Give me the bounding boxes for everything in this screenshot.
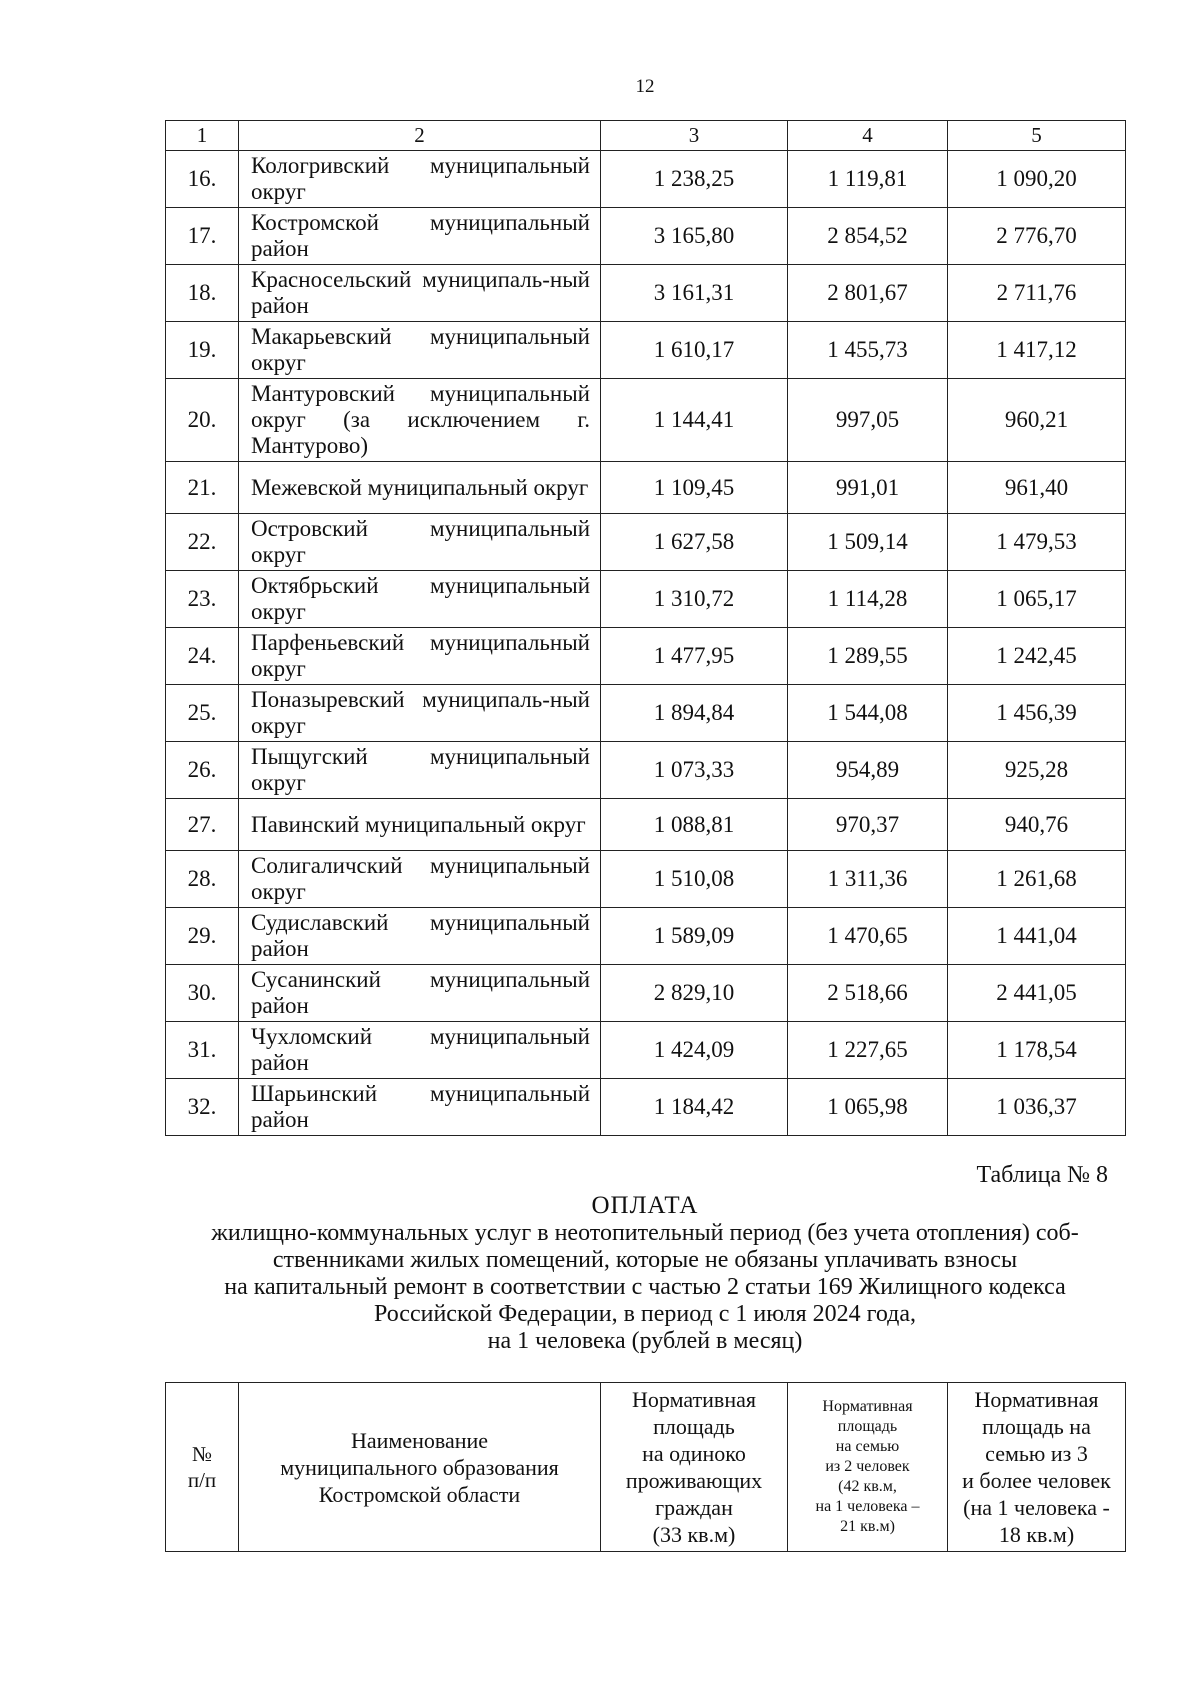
value-two-person: 1 289,55: [788, 628, 948, 685]
table-row: [166, 965, 1126, 1022]
value-two-person: 1 455,73: [788, 322, 948, 379]
value-two-person: 1 470,65: [788, 908, 948, 965]
value-two-person: 970,37: [788, 799, 948, 851]
column-number: 3: [601, 121, 788, 151]
table-row: [166, 514, 1126, 571]
table-row: [166, 742, 1126, 799]
column-number: 1: [166, 121, 239, 151]
value-two-person: 991,01: [788, 462, 948, 514]
row-number: 26.: [166, 742, 239, 799]
value-single: 3 161,31: [601, 265, 788, 322]
header-line: граждан: [655, 1495, 733, 1520]
header-line: Нормативная: [822, 1398, 913, 1415]
row-name: Макарьевский муниципальный округ: [239, 322, 601, 379]
header-single: [601, 1383, 788, 1552]
table8-subtitle-line: на капитальный ремонт в соответствии с частью 2 статьи 169 Жилищного кодекса: [224, 1274, 1066, 1300]
value-three-person: 1 456,39: [948, 685, 1126, 742]
header-line: семью из 3: [985, 1441, 1088, 1466]
value-single: 1 184,42: [601, 1079, 788, 1136]
row-number: 23.: [166, 571, 239, 628]
header-line: на 1 человека –: [815, 1498, 920, 1515]
value-single: 1 144,41: [601, 379, 788, 462]
row-name: Шарьинский муниципальный район: [239, 1079, 601, 1136]
value-two-person: 954,89: [788, 742, 948, 799]
row-name: Пыщугский муниципальный округ: [239, 742, 601, 799]
row-name: Павинский муниципальный округ: [239, 799, 601, 851]
column-number: 4: [788, 121, 948, 151]
row-name: Межевской муниципальный округ: [239, 462, 601, 514]
value-three-person: 925,28: [948, 742, 1126, 799]
value-two-person: 1 119,81: [788, 151, 948, 208]
row-number: 29.: [166, 908, 239, 965]
header-line: п/п: [187, 1468, 217, 1492]
row-number: 20.: [166, 379, 239, 462]
value-three-person: 940,76: [948, 799, 1126, 851]
row-name: Островский муниципальный округ: [239, 514, 601, 571]
row-name: Поназыревский муниципаль-ный округ: [239, 685, 601, 742]
row-number: 18.: [166, 265, 239, 322]
header-line: №: [191, 1442, 213, 1466]
header-line: (33 кв.м): [652, 1522, 736, 1547]
value-two-person: 1 227,65: [788, 1022, 948, 1079]
value-three-person: 1 479,53: [948, 514, 1126, 571]
table-row: [166, 462, 1126, 514]
table-label: Таблица № 8: [976, 1162, 1108, 1188]
value-single: 1 894,84: [601, 685, 788, 742]
value-single: 1 088,81: [601, 799, 788, 851]
value-three-person: 1 090,20: [948, 151, 1126, 208]
table-row: [166, 1022, 1126, 1079]
header-line: 21 кв.м): [840, 1518, 895, 1535]
table8-header-row: [166, 1383, 1126, 1552]
header-line: и более человек: [962, 1468, 1111, 1493]
header-line: (42 кв.м,: [838, 1478, 897, 1495]
value-three-person: 2 711,76: [948, 265, 1126, 322]
table8-header-table: [165, 1382, 1126, 1552]
header-line: из 2 человек: [825, 1458, 910, 1475]
value-two-person: 1 311,36: [788, 851, 948, 908]
row-number: 30.: [166, 965, 239, 1022]
value-single: 1 510,08: [601, 851, 788, 908]
row-name: Октябрьский муниципальный округ: [239, 571, 601, 628]
value-three-person: 1 178,54: [948, 1022, 1126, 1079]
value-single: 1 109,45: [601, 462, 788, 514]
table8-subtitle-line: ственниками жилых помещений, которые не обязаны уплачивать взносы: [272, 1247, 1018, 1273]
table-row: [166, 1079, 1126, 1136]
header-num: [166, 1383, 239, 1552]
value-single: 1 424,09: [601, 1022, 788, 1079]
column-number: 5: [948, 121, 1126, 151]
header-line: площадь на: [982, 1414, 1091, 1439]
row-name: Парфеньевский муниципальный округ: [239, 628, 601, 685]
row-number: 22.: [166, 514, 239, 571]
value-three-person: 961,40: [948, 462, 1126, 514]
header-name: [239, 1383, 601, 1552]
header-line: площадь: [837, 1418, 898, 1435]
column-number-row: [166, 121, 1126, 151]
value-two-person: 2 801,67: [788, 265, 948, 322]
value-three-person: 2 776,70: [948, 208, 1126, 265]
value-single: 1 627,58: [601, 514, 788, 571]
table8-subtitle-line: Российской Федерации, в период с 1 июля 2024 года,: [373, 1301, 917, 1327]
value-three-person: 1 417,12: [948, 322, 1126, 379]
table-row: [166, 685, 1126, 742]
value-three-person: 1 441,04: [948, 908, 1126, 965]
table-row: [166, 799, 1126, 851]
value-three-person: 1 242,45: [948, 628, 1126, 685]
table-row: [166, 379, 1126, 462]
value-two-person: 2 518,66: [788, 965, 948, 1022]
header-two-person: [788, 1383, 948, 1552]
value-two-person: 1 509,14: [788, 514, 948, 571]
value-single: 3 165,80: [601, 208, 788, 265]
table-row: [166, 265, 1126, 322]
header-line: проживающих: [625, 1468, 763, 1493]
row-number: 16.: [166, 151, 239, 208]
header-line: Нормативная: [974, 1387, 1099, 1412]
row-number: 25.: [166, 685, 239, 742]
value-three-person: 1 261,68: [948, 851, 1126, 908]
value-single: 1 610,17: [601, 322, 788, 379]
value-two-person: 2 854,52: [788, 208, 948, 265]
row-number: 32.: [166, 1079, 239, 1136]
tariff-table: [165, 120, 1126, 1136]
row-name: Красносельский муниципаль-ный район: [239, 265, 601, 322]
row-number: 27.: [166, 799, 239, 851]
value-two-person: 1 114,28: [788, 571, 948, 628]
header-line: Наименование: [350, 1427, 489, 1453]
table-row: [166, 571, 1126, 628]
table-row: [166, 322, 1126, 379]
value-single: 1 589,09: [601, 908, 788, 965]
row-name: Сусанинский муниципальный район: [239, 965, 601, 1022]
row-number: 24.: [166, 628, 239, 685]
table8-heading: [170, 1192, 1120, 1355]
row-name: Мантуровский муниципальный округ (за исключением г. Мантурово): [239, 379, 601, 462]
value-single: 1 073,33: [601, 742, 788, 799]
table-row: [166, 628, 1126, 685]
row-name: Кологривский муниципальный округ: [239, 151, 601, 208]
value-two-person: 997,05: [788, 379, 948, 462]
table8-subtitle-line: жилищно-коммунальных услуг в неотопительный период (без учета отопления) соб-: [211, 1220, 1079, 1246]
row-number: 28.: [166, 851, 239, 908]
table-row: [166, 151, 1126, 208]
header-line: (на 1 человека -: [963, 1495, 1110, 1520]
header-line: Нормативная: [632, 1387, 756, 1412]
row-number: 17.: [166, 208, 239, 265]
row-number: 19.: [166, 322, 239, 379]
header-line: муниципального образования: [280, 1454, 559, 1480]
table-row: [166, 851, 1126, 908]
value-single: 1 310,72: [601, 571, 788, 628]
row-number: 31.: [166, 1022, 239, 1079]
value-three-person: 1 036,37: [948, 1079, 1126, 1136]
table8-title: ОПЛАТА: [591, 1192, 699, 1219]
header-line: 18 кв.м): [998, 1522, 1075, 1547]
column-number: 2: [239, 121, 601, 151]
value-single: 1 477,95: [601, 628, 788, 685]
table8-subtitle-line: на 1 человека (рублей в месяц): [487, 1328, 803, 1354]
value-three-person: 2 441,05: [948, 965, 1126, 1022]
row-name: Костромской муниципальный район: [239, 208, 601, 265]
value-single: 1 238,25: [601, 151, 788, 208]
row-name: Судиславский муниципальный район: [239, 908, 601, 965]
header-line: Костромской области: [318, 1481, 521, 1507]
value-two-person: 1 544,08: [788, 685, 948, 742]
row-number: 21.: [166, 462, 239, 514]
value-single: 2 829,10: [601, 965, 788, 1022]
page-number: 12: [635, 76, 655, 97]
value-two-person: 1 065,98: [788, 1079, 948, 1136]
table-row: [166, 208, 1126, 265]
header-line: на семью: [835, 1438, 900, 1455]
header-line: на одиноко: [642, 1441, 746, 1466]
table-row: [166, 908, 1126, 965]
header-three-person: [948, 1383, 1126, 1552]
row-name: Солигаличский муниципальный округ: [239, 851, 601, 908]
header-line: площадь: [653, 1414, 735, 1439]
value-three-person: 1 065,17: [948, 571, 1126, 628]
value-three-person: 960,21: [948, 379, 1126, 462]
row-name: Чухломский муниципальный район: [239, 1022, 601, 1079]
